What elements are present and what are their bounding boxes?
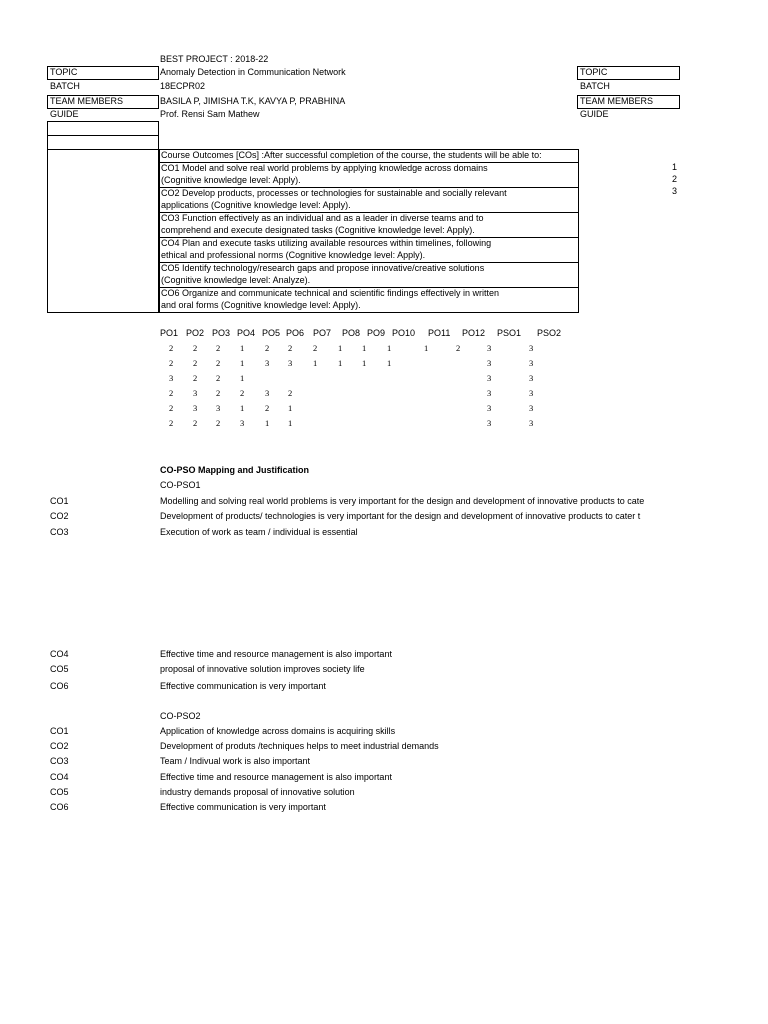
- course-outcome-line: CO6 Organize and communicate technical and scientific findings effectively in written: [161, 287, 500, 298]
- mapping-cell: 1: [288, 403, 293, 413]
- topic-label: TOPIC: [50, 67, 78, 77]
- course-outcome-line: ethical and professional norms (Cognitive knowledge level: Apply).: [161, 250, 426, 260]
- mapping-cell: 3: [529, 373, 534, 383]
- mapping-cell: 3: [487, 373, 492, 383]
- pso1-label: CO-PSO1: [160, 480, 201, 490]
- mapping-cell: 1: [288, 418, 293, 428]
- pso2-co-label: CO6: [50, 802, 69, 812]
- topic-value: Anomaly Detection in Communication Network: [160, 67, 346, 77]
- mapping-cell: 3: [216, 403, 221, 413]
- pso1-justification: Development of products/ technologies is very important for the design and development of innovative products to cater t: [160, 511, 641, 521]
- pso1-co-label: CO6: [50, 681, 69, 691]
- course-outcome-line: (Cognitive knowledge level: Analyze).: [161, 275, 311, 285]
- mapping-cell: 2: [216, 373, 221, 383]
- course-outcome-line: Course Outcomes [COs] :After successful completion of the course, the students will be able to:: [161, 150, 542, 160]
- mapping-cell: 2: [456, 343, 461, 353]
- mapping-cell: 3: [265, 358, 270, 368]
- mapping-header: PO3: [212, 328, 231, 338]
- mapping-cell: 1: [240, 373, 245, 383]
- mapping-cell: 1: [362, 358, 367, 368]
- mapping-cell: 3: [529, 343, 534, 353]
- mapping-cell: 1: [240, 403, 245, 413]
- mapping-cell: 1: [240, 358, 245, 368]
- pso1-justification: Execution of work as team / individual is essential: [160, 527, 358, 537]
- mapping-cell: 1: [338, 343, 343, 353]
- mapping-cell: 2: [265, 343, 270, 353]
- mapping-cell: 3: [240, 418, 245, 428]
- pso2-label: CO-PSO2: [160, 711, 201, 721]
- side-number: 3: [672, 186, 678, 196]
- mapping-cell: 2: [216, 358, 221, 368]
- mapping-cell: 3: [487, 358, 492, 368]
- pso2-co-label: CO4: [50, 771, 69, 782]
- batch-label: BATCH: [50, 81, 80, 91]
- pso2-justification: Effective time and resource management is also important: [160, 771, 392, 782]
- pso2-justification: Application of knowledge across domains is acquiring skills: [160, 726, 396, 736]
- team-label: TEAM MEMBERS: [50, 96, 124, 106]
- mapping-cell: 3: [487, 418, 492, 428]
- co-left-column: [47, 149, 159, 313]
- mapping-cell: 1: [313, 358, 318, 368]
- pso2-justification: industry demands proposal of innovative solution: [160, 786, 355, 797]
- course-outcome-line: CO5 Identify technology/research gaps and propose innovative/creative solutions: [161, 262, 485, 273]
- course-outcome-line: applications (Cognitive knowledge level: Apply).: [161, 200, 351, 210]
- mapping-header: PO6: [286, 328, 305, 338]
- right-topic-label: TOPIC: [580, 67, 608, 77]
- mapping-cell: 3: [529, 388, 534, 398]
- pso2-co-label: CO2: [50, 741, 69, 752]
- course-outcome-line: CO1 Model and solve real world problems by applying knowledge across domains: [161, 162, 488, 173]
- mapping-header: PO7: [313, 328, 332, 338]
- mapping-cell: 3: [529, 358, 534, 368]
- right-batch-label: BATCH: [580, 81, 610, 91]
- mapping-cell: 2: [240, 388, 245, 398]
- pso2-justification: Team / Indivual work is also important: [160, 756, 311, 767]
- mapping-cell: 2: [313, 343, 318, 353]
- mapping-cell: 2: [193, 343, 198, 353]
- mapping-cell: 3: [529, 403, 534, 413]
- right-guide-label: GUIDE: [580, 109, 609, 119]
- mapping-cell: 2: [169, 388, 174, 398]
- course-outcome-line: (Cognitive knowledge level: Apply).: [161, 175, 301, 185]
- mapping-cell: 1: [240, 343, 245, 353]
- mapping-cell: 3: [193, 403, 198, 413]
- mapping-cell: 3: [288, 358, 293, 368]
- pso1-justification: Modelling and solving real world problems is very important for the design and development of innovative products to cate: [160, 496, 645, 506]
- pso2-justification: Development of produts /techniques helps to meet industrial demands: [160, 741, 439, 752]
- mapping-header: PO11: [428, 328, 451, 338]
- mapping-cell: 1: [424, 343, 429, 353]
- batch-value: 18ECPR02: [160, 81, 206, 91]
- mapping-cell: 2: [193, 373, 198, 383]
- pso2-co-label: CO5: [50, 786, 69, 797]
- mapping-cell: 3: [193, 388, 198, 398]
- mapping-header: PO2: [186, 328, 205, 338]
- side-number: 2: [672, 174, 678, 184]
- mapping-header: PO9: [367, 328, 386, 338]
- mapping-cell: 2: [169, 403, 174, 413]
- mapping-cell: 1: [387, 358, 392, 368]
- right-team-label: TEAM MEMBERS: [580, 96, 654, 106]
- guide-label: GUIDE: [50, 109, 79, 119]
- pso1-justification: Effective communication is very important: [160, 681, 326, 691]
- course-outcome-line: CO3 Function effectively as an individual and as a leader in diverse teams and to: [161, 212, 484, 223]
- mapping-cell: 3: [265, 388, 270, 398]
- mapping-header: PO8: [342, 328, 361, 338]
- mapping-cell: 2: [193, 358, 198, 368]
- mapping-cell: 2: [216, 343, 221, 353]
- mapping-header: PO4: [237, 328, 256, 338]
- mapping-cell: 3: [487, 388, 492, 398]
- mapping-cell: 2: [193, 418, 198, 428]
- mapping-header: PO12: [462, 328, 486, 338]
- pso1-justification: proposal of innovative solution improves society life: [160, 664, 365, 674]
- mapping-cell: 1: [265, 418, 270, 428]
- mapping-cell: 3: [487, 403, 492, 413]
- pso2-co-label: CO1: [50, 726, 69, 736]
- pso1-co-label: CO1: [50, 496, 69, 506]
- mapping-cell: 1: [387, 343, 392, 353]
- course-outcome-line: and oral forms (Cognitive knowledge level: Apply).: [161, 300, 361, 310]
- mapping-header: PSO2: [537, 328, 562, 338]
- pso1-justification: Effective time and resource management is also important: [160, 649, 392, 659]
- mapping-cell: 2: [169, 343, 174, 353]
- team-value: BASILA P, JIMISHA T.K, KAVYA P, PRABHINA: [160, 96, 346, 106]
- pso1-co-label: CO5: [50, 664, 69, 674]
- pso2-justification: Effective communication is very important: [160, 802, 326, 812]
- course-outcome-line: CO2 Develop products, processes or technologies for sustainable and socially relevant: [161, 187, 507, 198]
- mapping-cell: 3: [169, 373, 174, 383]
- mapping-header: PO5: [262, 328, 281, 338]
- mapping-cell: 2: [216, 388, 221, 398]
- empty-cell: [47, 121, 159, 136]
- mapping-header: PSO1: [497, 328, 522, 338]
- course-outcome-line: comprehend and execute designated tasks (Cognitive knowledge level: Apply).: [161, 225, 475, 235]
- mapping-cell: 3: [529, 418, 534, 428]
- pso-section-title: CO-PSO Mapping and Justification: [160, 465, 310, 475]
- pso1-co-label: CO4: [50, 649, 69, 659]
- mapping-cell: 2: [169, 358, 174, 368]
- mapping-cell: 2: [265, 403, 270, 413]
- side-number: 1: [672, 162, 678, 172]
- mapping-cell: 1: [362, 343, 367, 353]
- mapping-cell: 2: [288, 388, 293, 398]
- best-project-title: BEST PROJECT : 2018-22: [160, 54, 269, 64]
- guide-value: Prof. Rensi Sam Mathew: [160, 109, 260, 119]
- mapping-cell: 2: [216, 418, 221, 428]
- mapping-cell: 3: [487, 343, 492, 353]
- mapping-header: PO1: [160, 328, 179, 338]
- pso1-co-label: CO3: [50, 527, 69, 537]
- course-outcome-line: CO4 Plan and execute tasks utilizing available resources within timelines, following: [161, 237, 492, 248]
- mapping-cell: 2: [169, 418, 174, 428]
- pso1-co-label: CO2: [50, 511, 69, 521]
- pso2-co-label: CO3: [50, 756, 69, 767]
- mapping-header: PO10: [392, 328, 416, 338]
- mapping-cell: 2: [288, 343, 293, 353]
- mapping-cell: 1: [338, 358, 343, 368]
- empty-cell: [47, 135, 159, 150]
